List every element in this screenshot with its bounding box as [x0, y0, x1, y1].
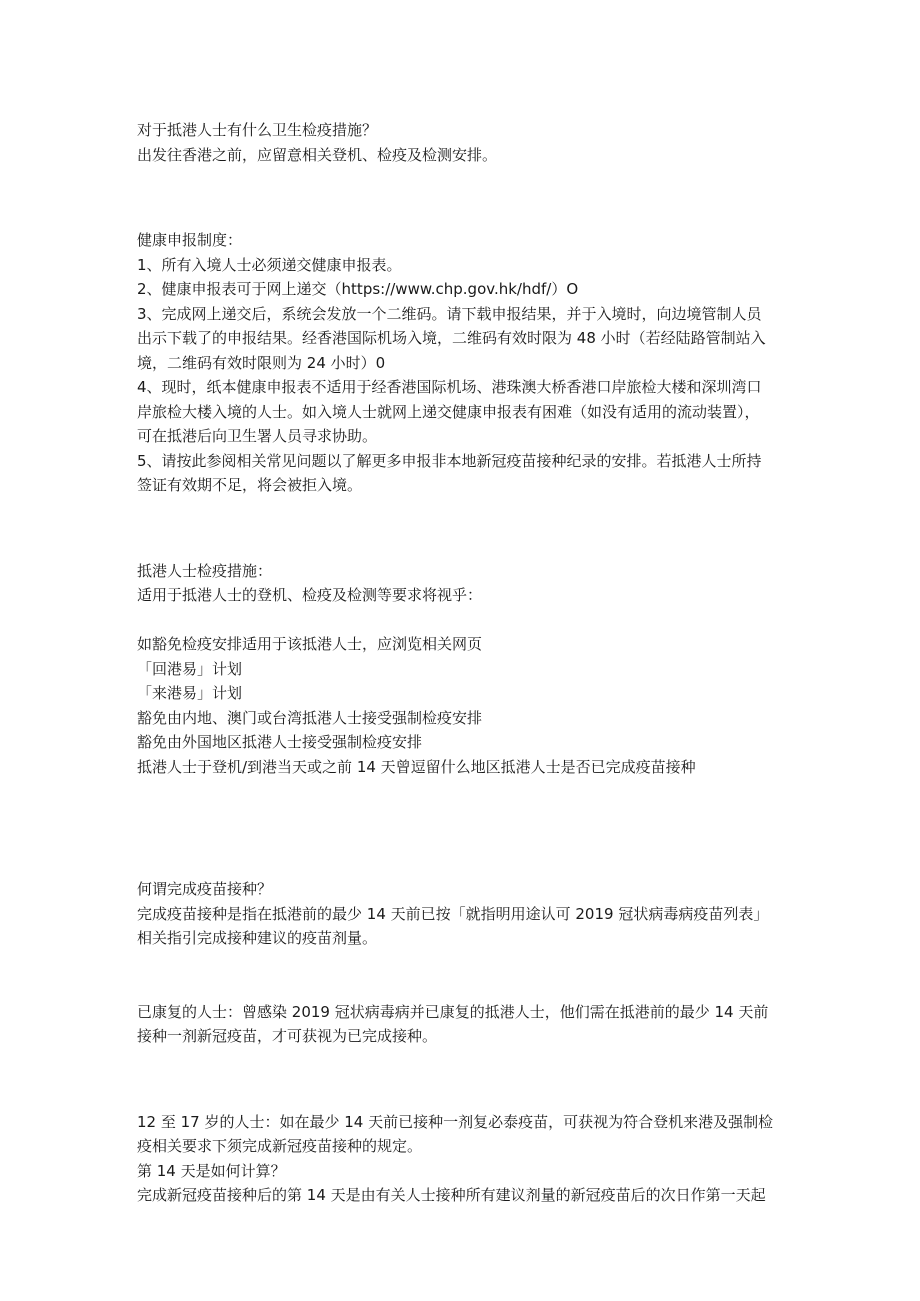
- health-declaration-line: 签证有效期不足，将会被拒入境。: [137, 476, 363, 494]
- intro-answer: 出发往香港之前，应留意相关登机、检疫及检测安排。: [137, 145, 498, 164]
- quarantine-intro: 适用于抵港人士的登机、检疫及检测等要求将视乎：: [137, 586, 483, 604]
- quarantine-heading: 抵港人士检疫措施：: [137, 561, 273, 580]
- health-declaration-heading: 健康申报制度：: [137, 231, 243, 249]
- health-declaration-line: 5、请按此参阅相关常见问题以了解更多申报非本地新冠疫苗接种纪录的安排。若抵港人士所持: [137, 451, 762, 470]
- health-declaration-line: 1、所有入境人士必须递交健康申报表。: [137, 255, 402, 274]
- quarantine-item: 「来港易」计划: [137, 684, 243, 702]
- intro-question: 对于抵港人士有什么卫生检疫措施？: [137, 121, 378, 139]
- vaccination-line: 相关指引完成接种建议的疫苗剂量。: [137, 929, 378, 947]
- youth-line: 12 至 17 岁的人士：如在最少 14 天前已接种一剂复必泰疫苗，可获视为符合登机来港及强制检: [137, 1112, 774, 1131]
- day14-answer: 完成新冠疫苗接种后的第 14 天是由有关人士接种所有建议剂量的新冠疫苗后的次日作第一天起: [137, 1186, 766, 1204]
- document-body: [137, 118, 797, 1208]
- health-declaration-line: 岸旅检大楼入境的人士。如入境人士就网上递交健康申报表有困难（如没有适用的流动装置），: [137, 402, 760, 421]
- day14-question: 第 14 天是如何计算？: [137, 1161, 286, 1180]
- quarantine-item: 如豁免检疫安排适用于该抵港人士，应浏览相关网页: [137, 635, 483, 653]
- health-declaration-line: 出示下载了的申报结果。经香港国际机场入境，二维码有效时限为 48 小时（若经陆路管制站入: [137, 329, 766, 347]
- recovered-line: 接种一剂新冠疫苗，才可获视为已完成接种。: [137, 1027, 438, 1045]
- quarantine-item: 抵港人士于登机/到港当天或之前 14 天曾逗留什么地区抵港人士是否已完成疫苗接种: [137, 757, 696, 776]
- health-declaration-line: 境，二维码有效时限则为 24 小时）0: [137, 353, 386, 372]
- youth-line: 疫相关要求下须完成新冠疫苗接种的规定。: [137, 1137, 423, 1155]
- quarantine-item: 豁免由内地、澳门或台湾抵港人士接受强制检疫安排: [137, 708, 483, 727]
- vaccination-question: 何谓完成疫苗接种？: [137, 880, 273, 898]
- quarantine-item: 「回港易」计划: [137, 659, 243, 678]
- health-declaration-line: 4、现时，纸本健康申报表不适用于经香港国际机场、港珠澳大桥香港口岸旅检大楼和深圳湾口: [137, 378, 762, 396]
- health-declaration-line: 可在抵港后向卫生署人员寻求协助。: [137, 427, 378, 445]
- recovered-line: 已康复的人士：曾感染 2019 冠状病毒病并已康复的抵港人士，他们需在抵港前的最少 14 天前: [137, 1002, 769, 1021]
- quarantine-item: 豁免由外国地区抵港人士接受强制检疫安排: [137, 733, 423, 751]
- vaccination-line: 完成疫苗接种是指在抵港前的最少 14 天前已按「就指明用途认可 2019 冠状病毒病疫苗列表」: [137, 904, 769, 923]
- health-declaration-line: 3、完成网上递交后，系统会发放一个二维码。请下载申报结果，并于入境时，向边境管制人员: [137, 304, 762, 323]
- health-declaration-line: 2、健康申报表可于网上递交（https://www.chp.gov.hk/hdf/）O: [137, 280, 579, 298]
